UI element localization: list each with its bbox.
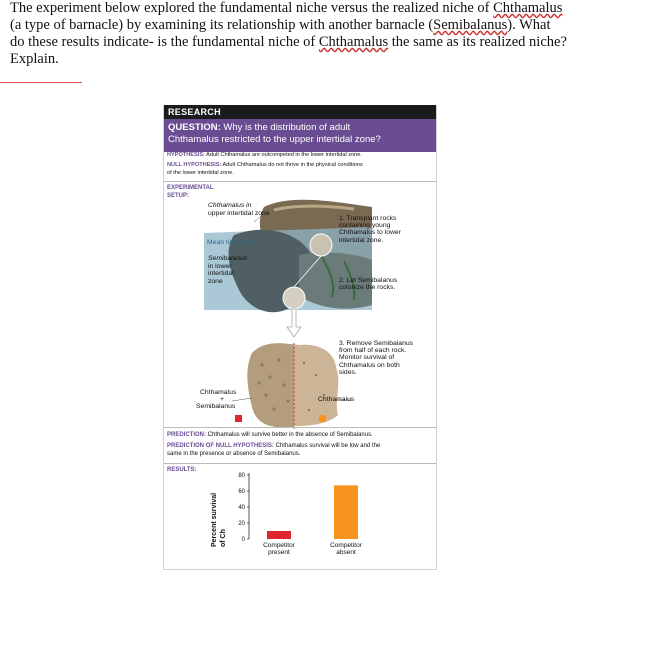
step-1 [339,215,401,244]
mean-tide-label: Mean tide level [207,239,253,246]
upper-zone-label-1: Chthamalus in [208,202,252,209]
y-tick-label: 80 [238,473,245,479]
results-chart [204,467,404,567]
legend-red-square [235,415,242,422]
y-tick-label: 0 [241,537,245,543]
lower-zone-label-1: Semibalanus [208,255,248,262]
question-line-1 [10,0,650,17]
prediction-label: PREDICTION: [167,432,206,438]
step-2 [339,277,397,291]
divider-line [0,82,82,83]
separator-3 [164,463,436,464]
question-line-4: Explain. [10,51,59,67]
lower-zone-label [208,255,247,285]
step-1-line-4: intertidal zone. [339,236,384,244]
rock-left-plus: + [220,396,224,403]
lower-zone-label-2: in lower [208,262,232,270]
prediction-text: Chthamalus will survive better in the absence of Semibalanus. [206,432,373,438]
y-tick-label: 20 [238,521,245,527]
prediction [167,432,373,440]
step-1-line-3: Chthamalus to lower [339,229,401,237]
rock-callout-2 [283,287,305,309]
step-3-line-5: sides. [339,368,357,376]
prediction-null-text-1: Chthamalus survival will be low and the [273,443,381,449]
y-tick-label: 60 [238,489,245,495]
word-chthamalus-1: Chthamalus [493,0,563,16]
chart-bars [267,485,358,539]
upper-zone-label [208,202,270,217]
lower-zone-label-3: intertidal [208,270,234,277]
upper-zone-label-2: upper intertidal zone [208,209,270,217]
step-3-line-4: Chthamalus on both [339,361,400,369]
null-hypothesis-text-2: of the lower intertidal zone. [167,170,234,176]
step-2-line-1: 2. Let Semibalanus [339,277,398,284]
rock-left-label-1: Chthamalus [200,389,237,396]
y-tick-label: 40 [238,505,245,511]
word-chthamalus-2: Chthamalus [318,34,389,50]
null-hypothesis-text-1: Adult Chthamalus do not thrive in the physical conditions [221,162,363,168]
chart-x-labels [263,542,363,556]
research-figure [163,105,437,570]
hypothesis-label: HYPOTHESIS: [167,152,205,158]
question-label: QUESTION: [168,122,221,133]
x-tick-label: present [268,549,290,556]
y-axis-label-1: Percent survival [211,492,218,547]
x-tick-label: Competitor [330,542,362,549]
step-1-line-1: 1. Transplant rocks [339,215,397,222]
setup-label-2: SETUP: [167,192,190,199]
step-3-line-2: from half of each rock. [339,347,407,355]
step-2-line-2: colonize the rocks. [339,284,396,292]
question-line-3-end: the same as its realized niche? [388,34,567,50]
question-text-2: Chthamalus restricted to the upper intertidal zone? [168,134,381,145]
figure-question-line-1 [168,122,432,134]
bar-2 [334,485,358,539]
question-line-2-end: ). What [507,17,551,33]
question-text [10,0,650,68]
prediction-null-text-2: same in the presence or absence of Semibalanus. [167,451,301,457]
x-tick-label: absent [336,549,356,556]
research-header: RESEARCH [164,105,436,119]
rock-right-label: Chthamalus [318,396,355,403]
y-axis-label-2: of Ch [220,529,227,547]
results-label: RESULTS: [167,467,197,473]
question-text-1: Why is the distribution of adult [220,122,351,133]
bar-1 [267,531,291,539]
step-3 [339,340,413,376]
rock-callout-1 [310,234,332,256]
step-3-line-1: 3. Remove Semibalanus [339,340,414,347]
x-tick-label: Competitor [263,542,295,549]
chart-axes [238,473,249,543]
word-semibalanus: Semibalanus [433,17,508,33]
down-arrow [287,309,301,337]
separator-2 [164,427,436,428]
question-line-2-text: (a type of barnacle) by examining its relationship with another barnacle ( [10,17,434,33]
question-line-3-text: do these results indicate- is the fundamental niche of [10,34,319,50]
step-3-line-3: Monitor survival of [339,354,395,362]
hypothesis-text: Adult Chthamalus are outcompeted in the lower intertidal zone. [204,152,362,158]
prediction-null [167,443,380,451]
question-line-2 [10,17,650,34]
question-box [164,119,436,152]
lower-zone-label-4: zone [208,277,223,285]
left-rock-pointer [232,398,252,401]
null-hypothesis-label: NULL HYPOTHESIS: [167,162,222,168]
step-1-line-2: containing young [339,222,391,230]
prediction-null-label: PREDICTION OF NULL HYPOTHESIS: [167,443,274,449]
question-line-3 [10,34,650,51]
null-hypothesis [167,162,363,169]
question-line-1-text: The experiment below explored the fundamental niche versus the realized niche of [10,0,494,16]
rock-left-label-2: Semibalanus [196,403,236,410]
separator-1 [164,181,436,182]
rock-left-half [247,343,294,427]
hypothesis [167,152,362,159]
setup-label-1: EXPERIMENTAL [167,185,214,191]
legend-orange-square [319,415,326,422]
